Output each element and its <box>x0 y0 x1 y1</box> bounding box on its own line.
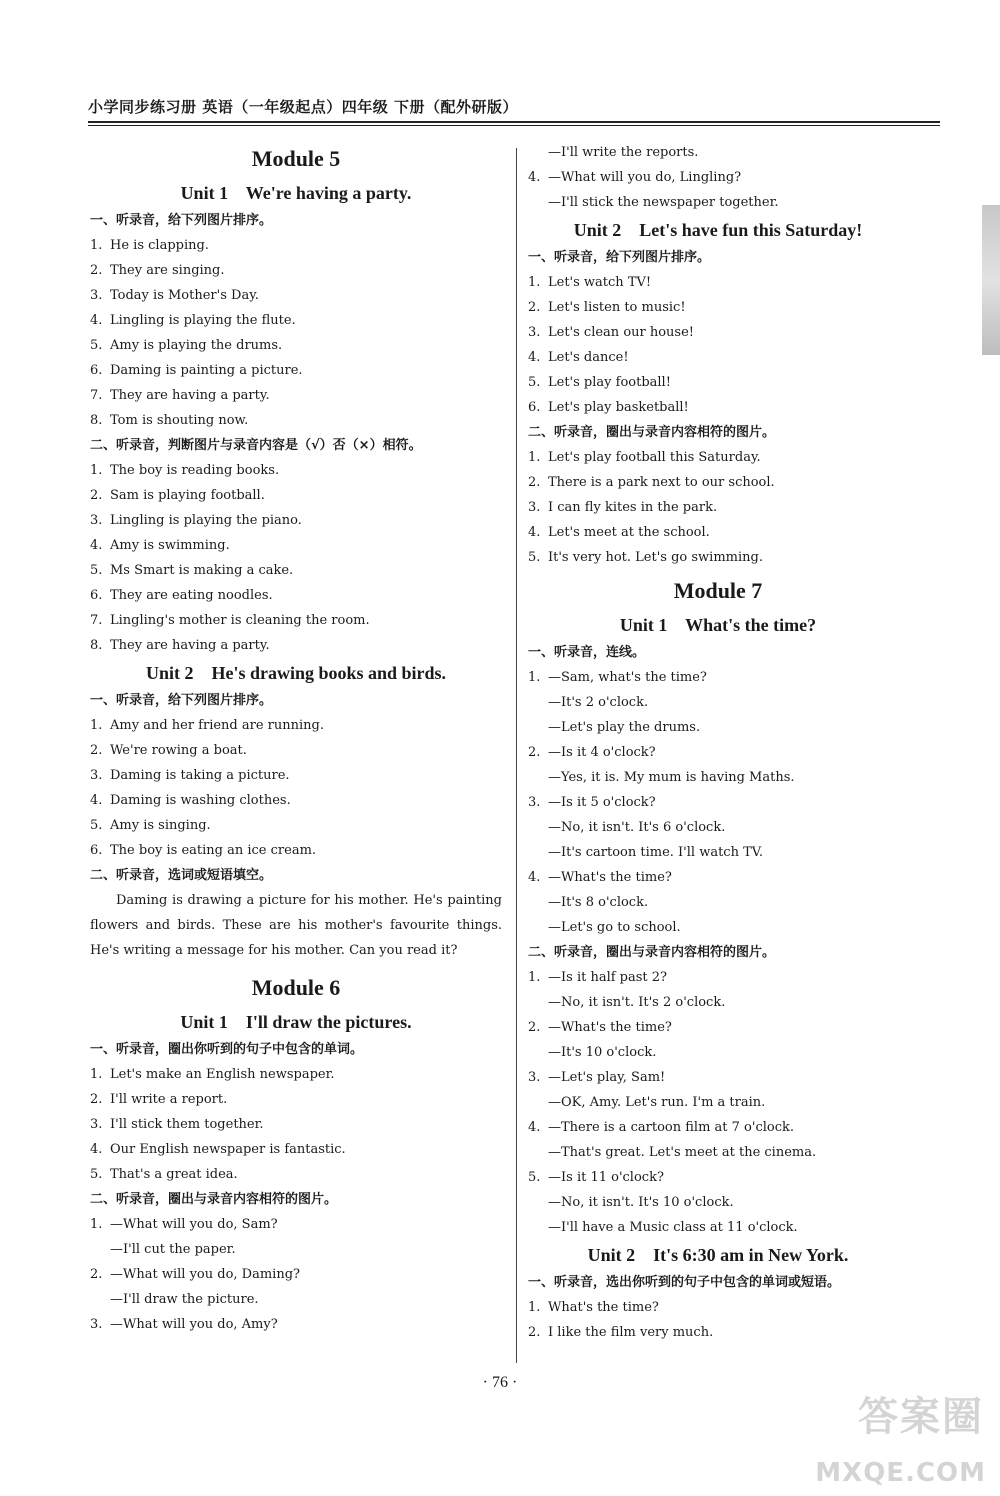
list-item: 4. Let's dance! <box>528 350 629 365</box>
list-item: 5. That's a great idea. <box>90 1167 238 1182</box>
m5u2-s1-list <box>90 713 502 863</box>
dialogue-line: —It's 2 o'clock. <box>548 695 649 710</box>
right-column <box>528 140 908 1345</box>
dialogue-line: 3. —Let's play, Sam! <box>528 1070 666 1085</box>
dialogue-line: 3. —What will you do, Amy? <box>90 1317 278 1332</box>
list-item: 2. Sam is playing football. <box>90 488 265 503</box>
dialogue-line: —I'll draw the picture. <box>110 1292 259 1307</box>
list-item: 3. Today is Mother's Day. <box>90 288 259 303</box>
list-item: 7. They are having a party. <box>90 388 270 403</box>
dialogue-line: —OK, Amy. Let's run. I'm a train. <box>548 1095 766 1110</box>
section-heading: 一、听录音，圈出你听到的句子中包含的单词。 <box>90 1042 364 1057</box>
list-item: 6. Daming is painting a picture. <box>90 363 303 378</box>
m6u1-s2-list <box>90 1212 502 1337</box>
watermark-logo <box>815 1383 990 1488</box>
list-item: 8. Tom is shouting now. <box>90 413 249 428</box>
dialogue-line: —It's 8 o'clock. <box>548 895 649 910</box>
dialogue-line: 1. —Sam, what's the time? <box>528 670 707 685</box>
list-item: 6. The boy is eating an ice cream. <box>90 843 317 858</box>
m6-unit1-title: Unit 1 I'll draw the pictures. <box>180 1012 412 1032</box>
dialogue-line: 2. —What will you do, Daming? <box>90 1267 300 1282</box>
dialogue-line: —That's great. Let's meet at the cinema. <box>548 1145 817 1160</box>
list-item: 4. Let's meet at the school. <box>528 525 710 540</box>
list-item: 2. Let's listen to music! <box>528 300 686 315</box>
module-5-title: Module 5 <box>251 146 341 171</box>
list-item: 4. Our English newspaper is fantastic. <box>90 1142 346 1157</box>
list-item: 1. He is clapping. <box>90 238 209 253</box>
m5-unit2-title: Unit 2 He's drawing books and birds. <box>145 663 447 683</box>
list-item: 5. It's very hot. Let's go swimming. <box>528 550 763 565</box>
list-item: 1. Amy and her friend are running. <box>90 718 324 733</box>
m6u2-s1-list <box>528 270 908 420</box>
section-heading: 一、听录音，给下列图片排序。 <box>90 213 273 228</box>
header-rule <box>88 121 940 123</box>
list-item: 2. I'll write a report. <box>90 1092 228 1107</box>
m7-unit1-title: Unit 1 What's the time? <box>619 615 817 635</box>
list-item: 2. They are singing. <box>90 263 225 278</box>
section-heading: 一、听录音，给下列图片排序。 <box>90 693 273 708</box>
book-header: 小学同步练习册 英语（一年级起点）四年级 下册（配外研版） <box>88 98 518 116</box>
list-item: 4. Amy is swimming. <box>90 538 230 553</box>
dialogue-line: —It's 10 o'clock. <box>548 1045 657 1060</box>
dialogue-line: —No, it isn't. It's 10 o'clock. <box>548 1195 734 1210</box>
list-item: 5. Let's play football! <box>528 375 671 390</box>
left-column <box>90 140 502 1337</box>
list-item: 3. I can fly kites in the park. <box>528 500 718 515</box>
m7u1-s2-list <box>528 965 908 1240</box>
list-item: 5. Ms Smart is making a cake. <box>90 563 294 578</box>
section-heading: 一、听录音，选出你听到的句子中包含的单词或短语。 <box>528 1275 841 1290</box>
m5u1-s2-list <box>90 458 502 658</box>
section-heading: 二、听录音，圈出与录音内容相符的图片。 <box>528 425 776 440</box>
dialogue-line: —No, it isn't. It's 2 o'clock. <box>548 995 726 1010</box>
dialogue-line: —Yes, it is. My mum is having Maths. <box>548 770 795 785</box>
list-item: 5. Amy is playing the drums. <box>90 338 283 353</box>
list-item: 3. Let's clean our house! <box>528 325 695 340</box>
dialogue-line: —I'll have a Music class at 11 o'clock. <box>548 1220 798 1235</box>
list-item: 2. I like the film very much. <box>528 1325 714 1340</box>
m6u2-s2-list <box>528 445 908 570</box>
list-item: 1. The boy is reading books. <box>90 463 280 478</box>
list-item: 7. Lingling's mother is cleaning the room. <box>90 613 370 628</box>
list-item: 5. Amy is singing. <box>90 818 211 833</box>
list-item: 1. Let's play football this Saturday. <box>528 450 761 465</box>
m6-unit2-title: Unit 2 Let's have fun this Saturday! <box>573 220 863 240</box>
list-item: 6. Let's play basketball! <box>528 400 689 415</box>
list-item: 3. I'll stick them together. <box>90 1117 264 1132</box>
dialogue-line: 4. —What's the time? <box>528 870 672 885</box>
dialogue-line: 4. —What will you do, Lingling? <box>528 170 742 185</box>
page-number: · 76 · <box>482 1374 518 1391</box>
cloze-passage: Daming is drawing a picture for his mother. He's painting flowers and birds. These are his mother's favourite things. He's writing a message for his mother. Can you read it? <box>90 893 502 958</box>
dialogue-line: —I'll cut the paper. <box>110 1242 236 1257</box>
list-item: 3. Daming is taking a picture. <box>90 768 290 783</box>
page-edge-tab <box>982 205 1000 355</box>
dialogue-line: 3. —Is it 5 o'clock? <box>528 795 656 810</box>
watermark-site: MXQE.COM <box>815 1458 986 1488</box>
dialogue-line: —Let's go to school. <box>548 920 681 935</box>
section-heading: 一、听录音，连线。 <box>528 645 646 660</box>
list-item: 4. Lingling is playing the flute. <box>90 313 296 328</box>
column-divider <box>516 148 517 1363</box>
dialogue-line: —Let's play the drums. <box>548 720 701 735</box>
m7u2-s1-list <box>528 1295 908 1345</box>
dialogue-line: 2. —What's the time? <box>528 1020 672 1035</box>
dialogue-line: —It's cartoon time. I'll watch TV. <box>548 845 763 860</box>
section-heading: 二、听录音，判断图片与录音内容是（√）否（×）相符。 <box>90 438 422 453</box>
dialogue-line: 2. —Is it 4 o'clock? <box>528 745 656 760</box>
section-heading: 一、听录音，给下列图片排序。 <box>528 250 711 265</box>
list-item: 3. Lingling is playing the piano. <box>90 513 302 528</box>
list-item: 1. What's the time? <box>528 1300 659 1315</box>
watermark-chars: 答案圈 <box>858 1394 984 1440</box>
list-item: 2. There is a park next to our school. <box>528 475 775 490</box>
list-item: 6. They are eating noodles. <box>90 588 273 603</box>
m7u1-s1-list <box>528 665 908 940</box>
dialogue-line: —I'll write the reports. <box>548 145 699 160</box>
module-7-title: Module 7 <box>673 578 763 603</box>
dialogue-line: 1. —Is it half past 2? <box>528 970 668 985</box>
m5-unit1-title: Unit 1 We're having a party. <box>180 183 412 203</box>
m7-unit2-title: Unit 2 It's 6:30 am in New York. <box>587 1245 849 1265</box>
list-item: 4. Daming is washing clothes. <box>90 793 291 808</box>
list-item: 8. They are having a party. <box>90 638 270 653</box>
dialogue-line: —I'll stick the newspaper together. <box>548 195 779 210</box>
m5u1-s1-list <box>90 233 502 433</box>
list-item: 1. Let's watch TV! <box>528 275 652 290</box>
dialogue-line: 5. —Is it 11 o'clock? <box>528 1170 664 1185</box>
module-6-title: Module 6 <box>251 975 341 1000</box>
list-item: 2. We're rowing a boat. <box>90 743 247 758</box>
list-item: 1. Let's make an English newspaper. <box>90 1067 335 1082</box>
section-heading: 二、听录音，圈出与录音内容相符的图片。 <box>90 1192 338 1207</box>
section-heading: 二、听录音，选词或短语填空。 <box>90 868 273 883</box>
header-rule-thin <box>88 125 940 126</box>
m6u1-s1-list <box>90 1062 502 1187</box>
dialogue-line: 4. —There is a cartoon film at 7 o'clock. <box>528 1120 795 1135</box>
dialogue-line: 1. —What will you do, Sam? <box>90 1217 278 1232</box>
section-heading: 二、听录音，圈出与录音内容相符的图片。 <box>528 945 776 960</box>
dialogue-line: —No, it isn't. It's 6 o'clock. <box>548 820 726 835</box>
